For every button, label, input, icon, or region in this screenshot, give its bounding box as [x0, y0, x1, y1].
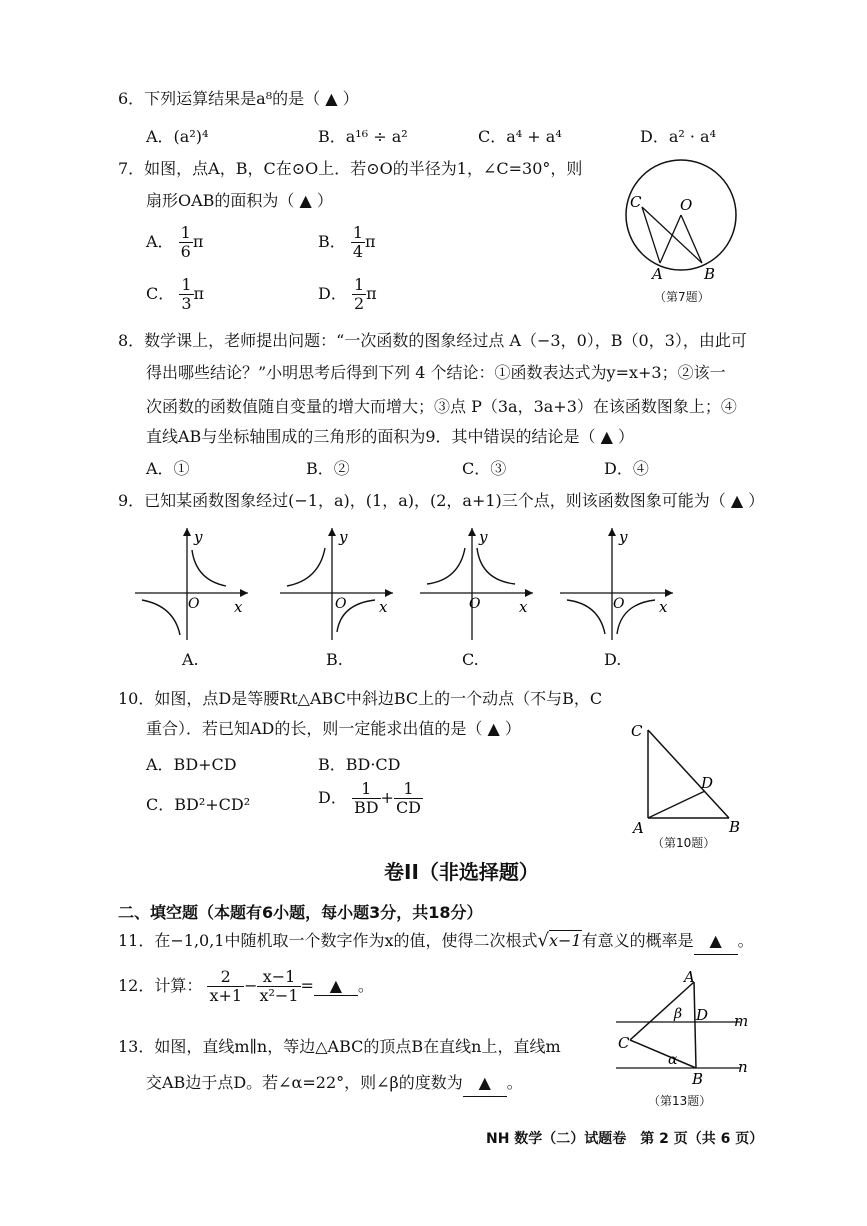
svg-text:β: β — [674, 1006, 683, 1022]
svg-text:x: x — [659, 598, 668, 616]
svg-text:x: x — [519, 598, 528, 616]
svg-text:A: A — [684, 968, 695, 986]
svg-text:O: O — [188, 596, 200, 612]
q11-answer-blank: ▲ — [694, 928, 738, 955]
q9-graph-c — [415, 520, 540, 645]
q13-answer-blank: ▲ — [463, 1070, 507, 1097]
q12-answer-blank: ▲ — [314, 976, 358, 996]
part2-title: 卷II（非选择题） — [384, 860, 539, 884]
q7-circle-figure — [620, 155, 740, 285]
q7-option-c: C． $\frac{1}{3}$ π — [146, 275, 205, 313]
q6-option-d: D．a² · a⁴ — [640, 127, 716, 146]
q8-line1: 8．数学课上，老师提出问题：“一次函数的图象经过点 A（−3，0），B（0，3），由此可 — [118, 331, 747, 350]
q7-option-a: A． $\frac{1}{6}$ π — [146, 223, 204, 261]
q8-line3: 次函数的函数值随自变量的增大而增大；③点 P（3a，3a+3）在该函数图象上；④ — [146, 397, 737, 416]
q6-option-b: B．a¹⁶ ÷ a² — [318, 127, 408, 146]
svg-text:n: n — [738, 1058, 748, 1076]
q13-line2: 交AB边于点D。若∠α=22°，则∠β的度数为 ▲ 。 — [146, 1070, 523, 1097]
svg-text:D: D — [701, 774, 714, 792]
q9-stem: 9．已知某函数图象经过(−1，a)，(1，a)，(2，a+1)三个点，则该函数图象可能为（ ▲ ） — [118, 491, 765, 510]
q6-option-a: A．(a²)⁴ — [146, 127, 209, 146]
section2-heading: 二、填空题（本题有6小题，每小题3分，共18分） — [118, 903, 483, 922]
svg-text:C: C — [618, 1034, 630, 1052]
svg-text:B: B — [729, 818, 741, 836]
q6-stem: 6．下列运算结果是a⁸的是（ ▲ ） — [118, 89, 359, 108]
svg-text:B: B — [692, 1070, 704, 1088]
q8-option-a: A．① — [146, 459, 190, 478]
svg-text:O: O — [613, 596, 625, 612]
q6-option-c: C．a⁴ + a⁴ — [478, 127, 562, 146]
q9-option-a: A. — [182, 650, 199, 669]
q7-label-b: B — [704, 265, 716, 283]
svg-text:α: α — [668, 1052, 678, 1068]
q7-line1: 7．如图，点A，B，C在⊙O上．若⊙O的半径为1，∠C=30°，则 — [118, 159, 583, 178]
svg-text:D: D — [696, 1006, 709, 1024]
svg-text:y: y — [339, 528, 348, 546]
q8-option-c: C．③ — [462, 459, 507, 478]
q13-line1: 13．如图，直线m∥n，等边△ABC的顶点B在直线n上，直线m — [118, 1037, 561, 1056]
svg-text:x: x — [379, 598, 388, 616]
q12-line: 12．计算： $\frac{2}{x+1}$ − $\frac{x-1}{\text{x²−1}}$ = ▲ 。 — [118, 967, 374, 1005]
q11-line: 11．在−1,0,1中随机取一个数字作为x的值，使得二次根式√x−1有意义的概率是 ▲ 。 — [118, 928, 754, 955]
q7-label-a: A — [652, 265, 663, 283]
q8-option-b: B．② — [306, 459, 350, 478]
q9-option-d: D. — [604, 650, 622, 669]
q10-triangle-figure — [625, 718, 750, 838]
q10-line1: 10．如图，点D是等腰Rt△ABC中斜边BC上的一个动点（不与B，C — [118, 689, 603, 708]
q10-option-c: C．BD²+CD² — [146, 795, 251, 814]
svg-text:y: y — [194, 528, 203, 546]
q9-option-c: C. — [462, 650, 479, 669]
q8-option-d: D．④ — [604, 459, 649, 478]
q13-figure — [610, 968, 760, 1093]
q9-graph-d — [555, 520, 680, 645]
q10-option-a: A．BD+CD — [146, 755, 237, 774]
svg-text:m: m — [734, 1012, 749, 1030]
svg-text:x: x — [234, 598, 243, 616]
svg-text:C: C — [631, 722, 643, 740]
q9-option-b: B. — [326, 650, 343, 669]
q10-option-d: D． $\frac{1}{BD}$ + $\frac{1}{CD}$ — [318, 779, 422, 817]
q8-line4: 直线AB与坐标轴围成的三角形的面积为9．其中错误的结论是（ ▲ ） — [146, 427, 634, 446]
svg-text:A: A — [633, 819, 644, 837]
svg-text:O: O — [469, 596, 481, 612]
q10-line2: 重合）．若已知AD的长，则一定能求出值的是（ ▲ ） — [146, 719, 521, 738]
q7-option-d: D． $\frac{1}{2}$ π — [318, 275, 377, 313]
q10-caption: （第10题） — [652, 836, 716, 850]
q7-caption: （第7题） — [654, 290, 710, 304]
q9-graph-a — [130, 520, 255, 645]
q7-line2: 扇形OAB的面积为（ ▲ ） — [146, 191, 333, 210]
q7-label-c: C — [630, 193, 642, 211]
q8-line2: 得出哪些结论？”小明思考后得到下列 4 个结论：①函数表达式为y=x+3；②该一 — [146, 363, 726, 382]
q13-caption: （第13题） — [648, 1094, 712, 1108]
page-footer: NH 数学（二）试题卷 第 2 页（共 6 页） — [486, 1131, 764, 1147]
q10-option-b: B．BD·CD — [318, 755, 401, 774]
q7-label-o: O — [680, 196, 693, 214]
q7-option-b: B． $\frac{1}{4}$ π — [318, 223, 376, 261]
svg-text:y: y — [619, 528, 628, 546]
svg-text:y: y — [479, 528, 488, 546]
q9-graph-b — [275, 520, 400, 645]
svg-text:O: O — [335, 596, 347, 612]
